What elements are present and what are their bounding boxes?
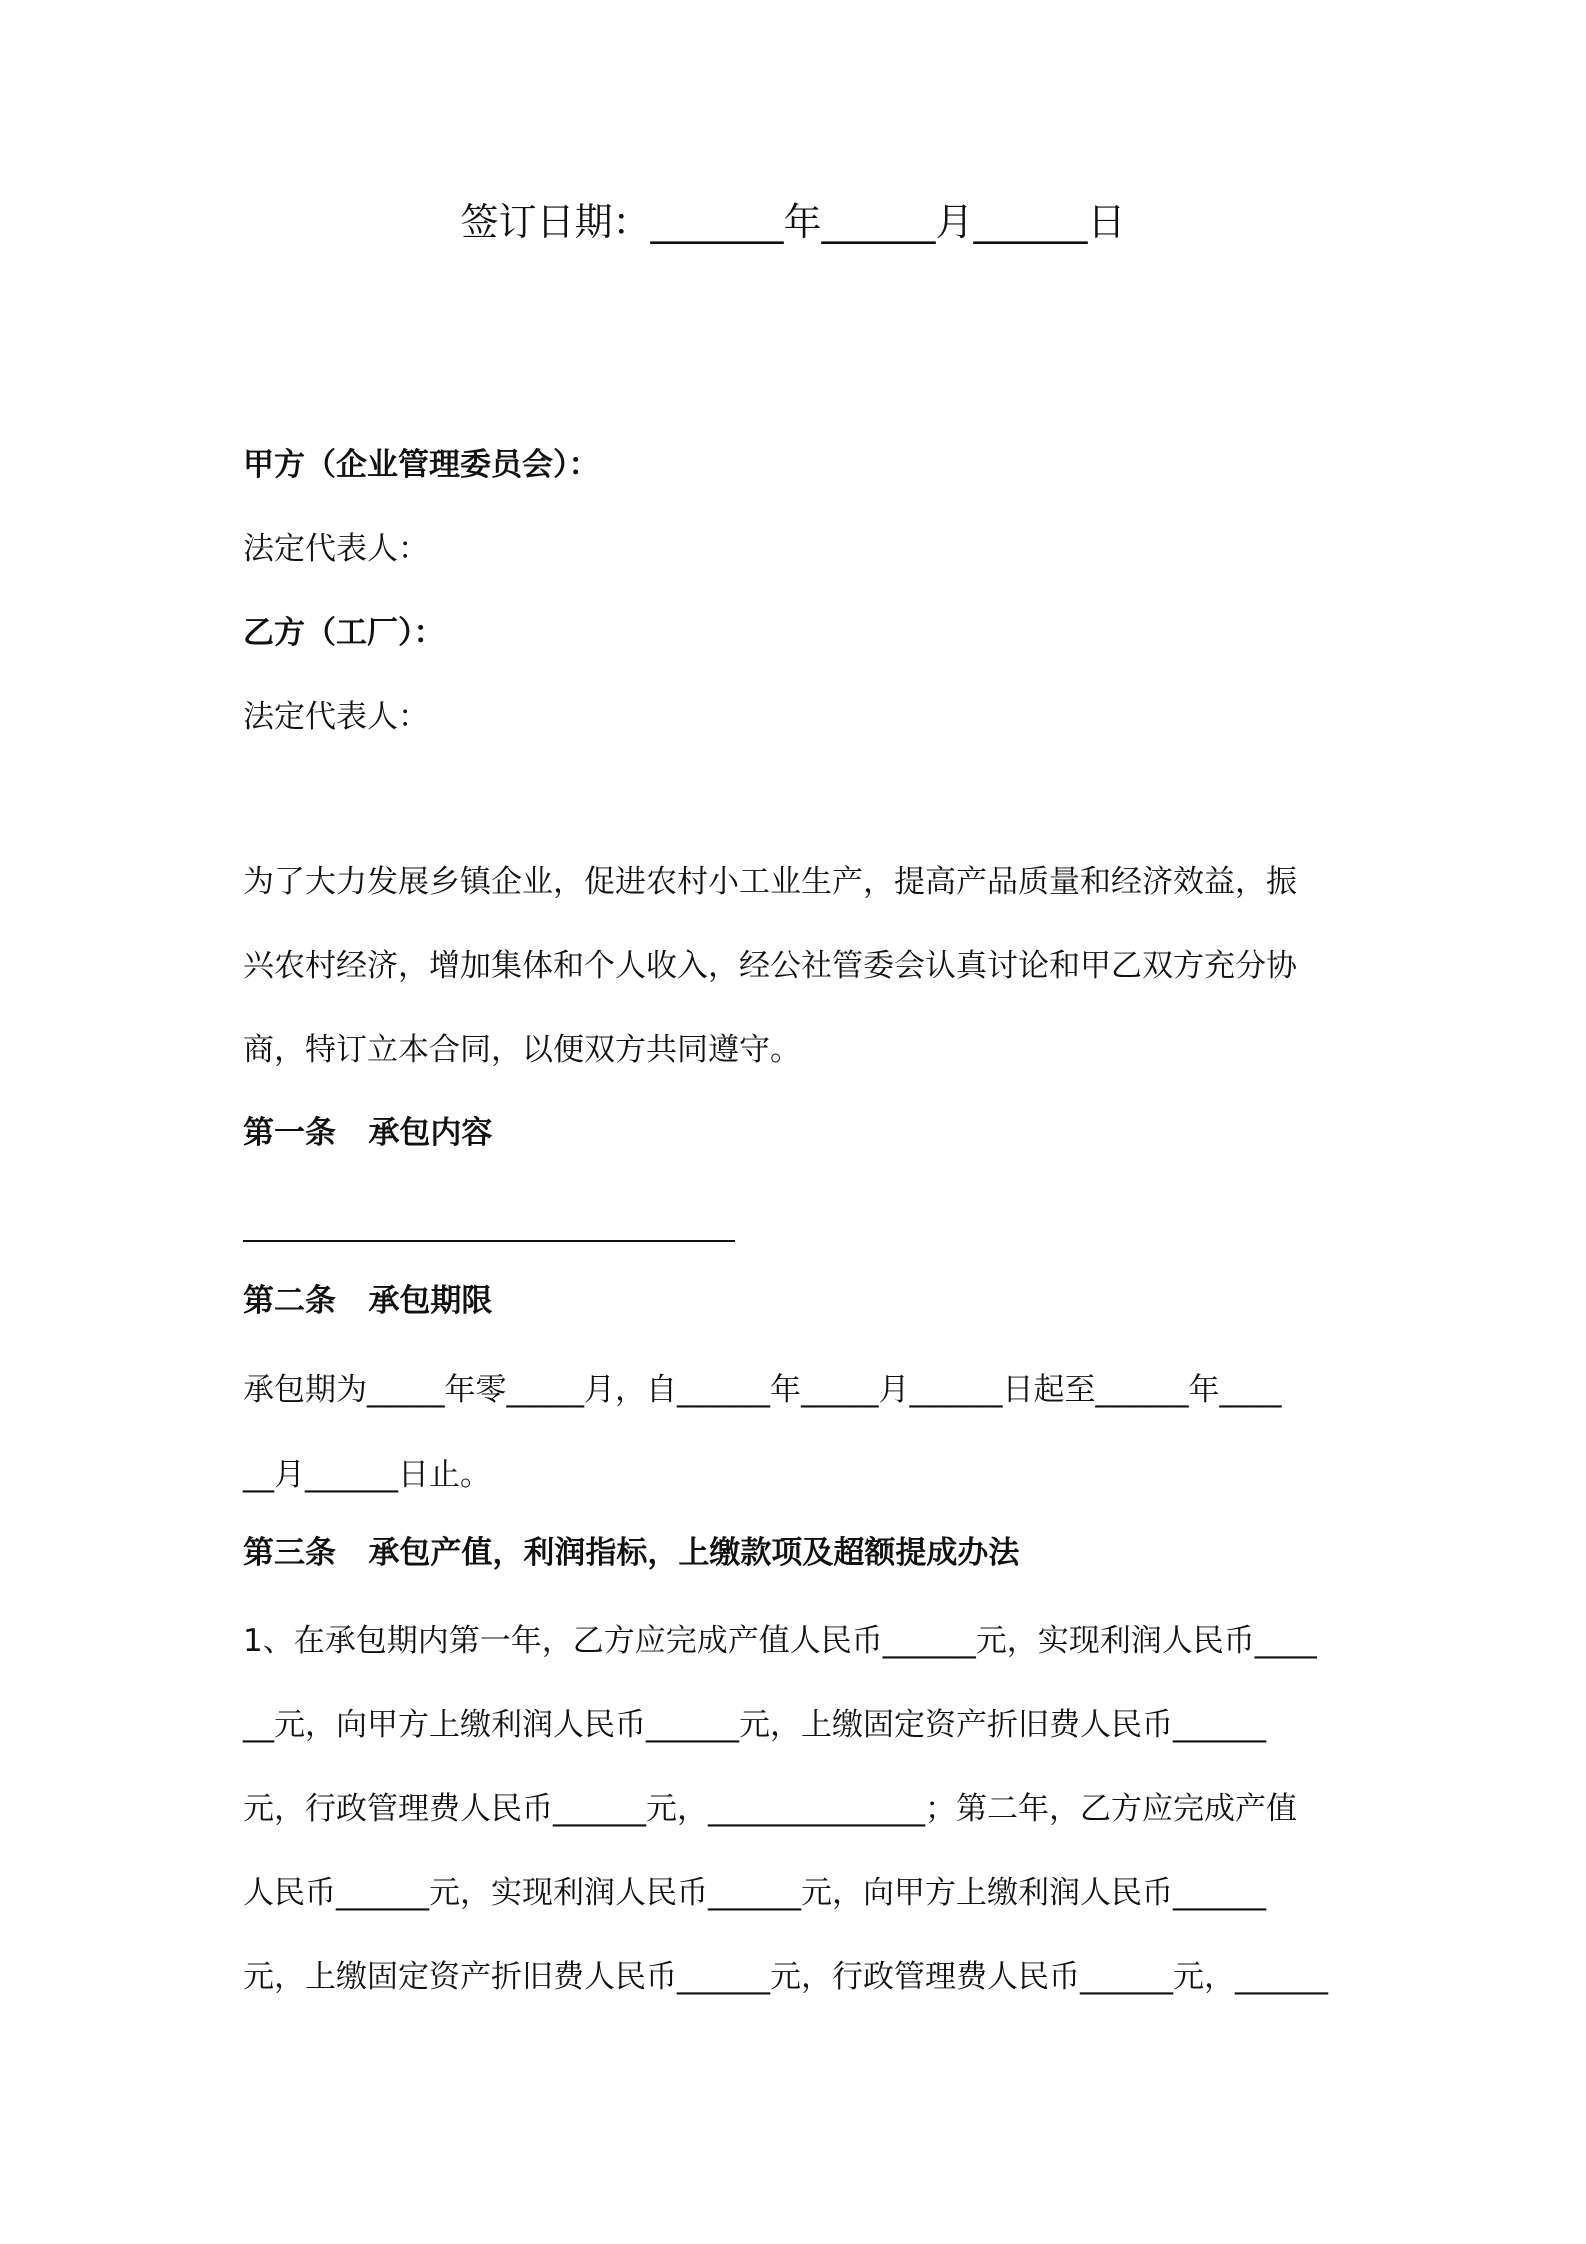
article-3-text-line: 1、在承包期内第一年，乙方应完成产值人民币______元，实现利润人民币____ — [243, 1623, 1317, 1659]
article-1-blank-line — [243, 1240, 735, 1242]
party-b-label: 乙方（工厂）： — [243, 615, 445, 651]
preamble-line: 为了大力发展乡镇企业，促进农村小工业生产，提高产品质量和经济效益，振 — [243, 864, 1297, 900]
article-2-heading: 第二条 承包期限 — [243, 1283, 493, 1319]
article-2-text-line: 承包期为_____年零_____月，自______年_____月______日起至______年____ — [243, 1372, 1282, 1408]
signing-date-line: 签订日期：_______年______月______日 — [460, 200, 1126, 244]
party-a-label: 甲方（企业管理委员会）： — [243, 447, 600, 483]
article-3-text-line: 元，行政管理费人民币______元，______________；第二年，乙方应完成产值 — [243, 1791, 1297, 1827]
party-b-representative-label: 法定代表人： — [243, 699, 429, 735]
article-2-text-line: __月______日止。 — [243, 1457, 491, 1493]
article-3-text-line: 元，上缴固定资产折旧费人民币______元，行政管理费人民币______元，______ — [243, 1959, 1328, 1995]
article-3-heading: 第三条 承包产值，利润指标，上缴款项及超额提成办法 — [243, 1535, 1020, 1571]
article-3-text-line: 人民币______元，实现利润人民币______元，向甲方上缴利润人民币______ — [243, 1875, 1266, 1911]
preamble-line: 兴农村经济，增加集体和个人收入，经公社管委会认真讨论和甲乙双方充分协 — [243, 948, 1297, 984]
article-1-heading: 第一条 承包内容 — [243, 1115, 493, 1151]
party-a-representative-label: 法定代表人： — [243, 531, 429, 567]
article-3-text-line: __元，向甲方上缴利润人民币______元，上缴固定资产折旧费人民币______ — [243, 1707, 1266, 1743]
preamble-line: 商，特订立本合同，以便双方共同遵守。 — [243, 1032, 801, 1068]
